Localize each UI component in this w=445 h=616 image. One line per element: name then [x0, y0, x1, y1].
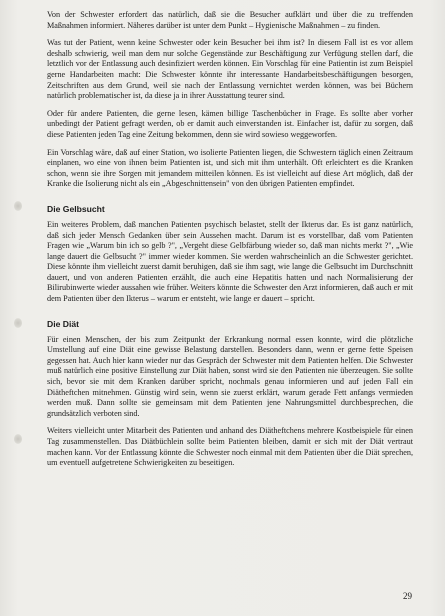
body-paragraph: Von der Schwester erfordert das natürlich, daß sie die Besucher aufklärt und über die zu treffenden Maßnahmen informiert. Näheres darüber ist unter dem Punkt – Hygienische Maßnahmen – zu finden. [47, 10, 413, 30]
punch-hole-mark [14, 318, 22, 328]
punch-hole-mark [14, 434, 22, 444]
section-heading-gelbsucht: Die Gelbsucht [47, 203, 105, 214]
punch-hole-mark [14, 201, 22, 211]
body-paragraph: Weiters vielleicht unter Mitarbeit des Patienten und anhand des Diätheftchens mehrere Kostbeispiele für einen Tag zusammenstellen. Das Diätbüchlein sollte beim Patienten bleiben, damit er sich mit der Diät vertraut machen kann. Vor der Entlassung könnte die Schwester noch einmal mit dem Patienten über die Diät sprechen, um eventuell aufgetretene Schwierigkeiten zu beseitigen. [47, 426, 413, 468]
body-paragraph: Was tut der Patient, wenn keine Schwester oder kein Besucher bei ihm ist? In diesem Fall ist es vor allem deshalb schwierig, weil man dem nur solche Gegenstände zur Beschäftigung zur Verfügung stellen darf, die letztlich vor der Entlassung auch desinfiziert werden können. Ein Vorschlag für eine Patientin ist zum Beispiel gerne Handarbeiten macht: Die Schwester könnte ihr interessante Handarbeitsbeschäftigungen besorgen, Zeitschriften aus dem Grund, weil sie nach der Entlassung vernichtet werden können, was bei Büchern natürlich problematischer ist, da diese ja in ihrer Ausstattung teurer sind. [47, 38, 413, 101]
body-paragraph: Ein Vorschlag wäre, daß auf einer Station, wo isolierte Patienten liegen, die Schwestern täglich einen Zeitraum einplanen, wo eine von ihnen beim Patienten ist, und sich mit ihm unterhält. Oft erleichtert es die Kranken schon, wenn sie ihre Sorgen mit jemandem mitteilen können. Es ist vielleicht auf diese Art möglich, daß der Kranke die Isolierung nicht als ein „Abgeschnittensein" von den übrigen Patienten empfindet. [47, 147, 413, 189]
page-number: 29 [403, 591, 412, 601]
page-content [47, 10, 413, 476]
body-paragraph: Ein weiteres Problem, daß manchen Patienten psychisch belastet, stellt der Ikterus dar. Es ist ganz natürlich, daß sich jeder Mensch Gedanken über sein Aussehen macht. Darum ist es vorstellbar, daß vom Patienten Fragen wie „Warum bin ich so gelb ?", „Vergeht diese Gelbfärbung wieder so, daß man nichts merkt ?", „Wie lange dauert die Gelbsucht ?" immer wieder kommen. Sie werden wahrscheinlich an die Schwester gerichtet. Diese könnte ihm vielleicht zuerst damit beruhigen, daß sie ihm sagt, wie lange die Gelbsucht im Durchschnitt dauert, und von anderen Patienten erzählt, die auch eine Hepatitis hatten und nach Normalisierung der Bilirubinwerte wieder aussahen wie früher. Weiters könnte die Schwester den Arzt informieren, daß auch er mit dem Patienten über den Ikterus – warum er entsteht, wie lange er dauert – spricht. [47, 219, 413, 304]
body-paragraph: Für einen Menschen, der bis zum Zeitpunkt der Erkrankung normal essen konnte, wird die plötzliche Umstellung auf eine Diät eine gewisse Belastung darstellen. Besonders dann, wenn er gerne fette Speisen gegessen hat. Auch hier kann wieder nur das Gespräch der Schwester mit dem Patienten helfen. Die Schwester muß natürlich eine positive Einstellung zur Diät haben, sonst wird sie den Patienten nie überzeugen. Sie sollte sich, bevor sie mit dem Kranken darüber spricht, nochmals genau informieren und auf jeden Fall ein Diätheftchen mitnehmen. Günstig wird sein, wenn sie zuerst erklärt, warum gerade Fett anfangs vermieden werden muß. Dann sollte sie gemeinsam mit dem Patienten jene Nahrungsmittel durchbesprechen, die grundsätzlich verboten sind. [47, 334, 413, 418]
section-heading-diaet: Die Diät [47, 318, 79, 329]
body-paragraph: Oder für andere Patienten, die gerne lesen, kämen billige Taschenbücher in Frage. Es sollte aber vorher unbedingt der Patient gefragt werden, ob er damit auch einverstanden ist. Einfacher ist, dafür zu sorgen, daß diese Patienten jeden Tag eine Zeitung bekommen, denn sie wird sowieso weggeworfen. [47, 108, 413, 139]
